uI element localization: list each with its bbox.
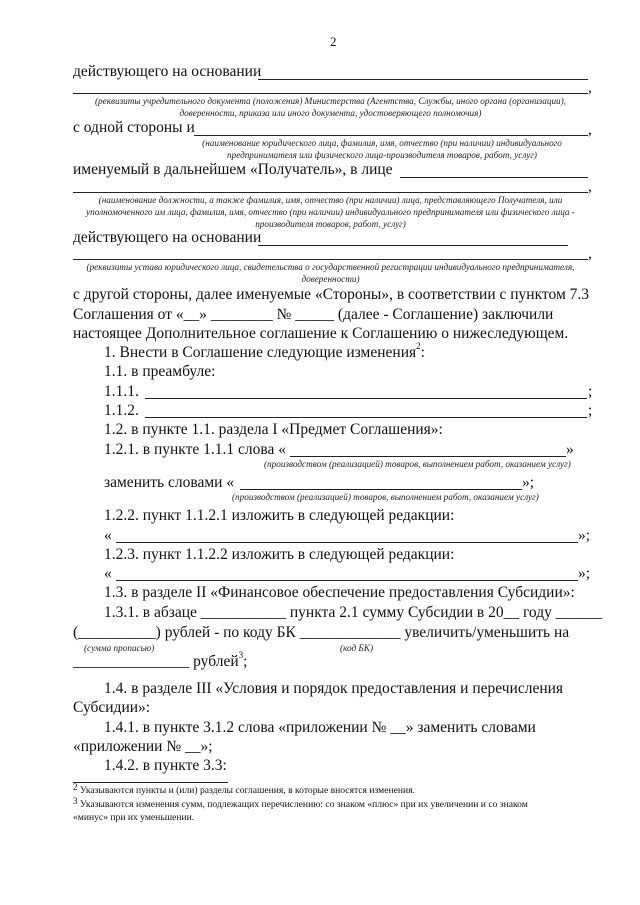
line-end: »; — [522, 474, 535, 491]
note-line: (реквизиты устава юридического лица, свидетельства о государственной регистрации индивидуального предпринимателя, — [86, 262, 575, 272]
item-1-3-1-end: _______________ рублей$^3$; — [73, 650, 248, 670]
note-line: доверенности, приказа или иного документа, удостоверяющего полномочия) — [179, 108, 482, 118]
line-comma: , — [588, 178, 592, 195]
footnote-3: 3 Указываются изменения сумм, подлежащих перечислению: со знаком «плюс» при их увеличении и со знаком — [73, 796, 528, 810]
item-1-2-1: 1.2.1. в пункте 1.1.1 слова « — [104, 441, 286, 458]
footnote-3-cont: «минус» при их уменьшении. — [73, 812, 195, 823]
blank-line — [73, 259, 588, 260]
footnote-2: 2 Указываются пункты и (или) разделы соглашения, в которые вносятся изменения. — [73, 782, 415, 796]
blank-line — [116, 542, 578, 543]
blank-line — [258, 79, 588, 80]
blank-line — [400, 177, 588, 178]
note-sum: (сумма прописью) — [84, 643, 155, 653]
item-1-4-1-cont: «приложении № __»; — [73, 738, 213, 755]
paragraph-line: настоящее Дополнительное соглашение к Соглашению о нижеследующем. — [73, 325, 569, 342]
item-1-1-1: 1.1.1. — [104, 383, 139, 400]
note-line: (наименование должности, а также фамилия, имя, отчество (при наличии) лица, представляющего Получателя, или — [98, 195, 563, 205]
line-end: ; — [588, 383, 593, 400]
item-1-1: 1.1. в преамбуле: — [104, 363, 216, 380]
note-line: (производством (реализацией) товаров, выполнением работ, оказанием услуг) — [232, 492, 539, 502]
note-line: доверенности) — [301, 274, 360, 284]
page-number: 2 — [330, 34, 337, 49]
blank-line — [290, 456, 566, 457]
basis-label: действующего на основании — [73, 229, 262, 246]
item-1-4-1: 1.4.1. в пункте 3.1.2 слова «приложении № __» заменить словами — [104, 719, 536, 736]
recipient-label: именуемый в дальнейшем «Получатель», в лице — [73, 161, 393, 178]
item-1-2-3: 1.2.3. пункт 1.1.2.2 изложить в следующей редакции: — [104, 546, 455, 563]
line-comma: , — [588, 121, 592, 138]
blank-line — [145, 417, 587, 418]
note-line: (реквизиты учредительного документа (положения) Министерства (Агентства, Службы, иного органа (организации), — [94, 96, 566, 106]
item-1-1-2: 1.1.2. — [104, 402, 139, 419]
paragraph-line: с другой стороны, далее именуемые «Стороны», в соответствии с пунктом 7.3 — [73, 286, 590, 303]
blank-line — [116, 580, 578, 581]
line-comma: , — [588, 245, 592, 262]
line-start: « — [104, 527, 112, 544]
item-1: 1. Внести в Соглашение следующие изменения$^2$: — [104, 341, 425, 361]
blank-line — [258, 245, 568, 246]
item-1-3: 1.3. в разделе II «Финансовое обеспечение предоставления Субсидии»: — [104, 584, 575, 601]
line-end: »; — [578, 565, 591, 582]
line-end: ; — [588, 402, 593, 419]
item-1-3-1-cont: (__________) рублей - по коду БК _____________ увеличить/уменьшить на — [73, 624, 570, 641]
item-1-3-1: 1.3.1. в абзаце ___________ пункта 2.1 сумму Субсидии в 20__ году ______ — [104, 604, 603, 621]
blank-line — [240, 489, 522, 490]
note-line: (наименование юридического лица, фамилия, имя, отчество (при наличии) индивидуального — [202, 138, 562, 148]
footnote-separator — [73, 782, 228, 783]
note-line: производителя товаров, работ, услуг) — [255, 219, 406, 229]
blank-line — [73, 192, 588, 193]
note-line: уполномоченного им лица, фамилия, имя, отчество (при наличии) индивидуального предпринимателя или физического лица - — [86, 207, 575, 217]
item-1-2-2: 1.2.2. пункт 1.1.2.1 изложить в следующей редакции: — [104, 507, 455, 524]
party-label: с одной стороны и — [73, 119, 195, 136]
replace-label: заменить словами « — [104, 474, 235, 491]
note-line: (производством (реализацией) товаров, выполнением работ, оказанием услуг) — [264, 459, 571, 469]
item-1-4: 1.4. в разделе III «Условия и порядок предоставления и перечисления — [104, 680, 564, 697]
blank-line — [145, 398, 587, 399]
blank-line — [194, 135, 588, 136]
line-comma: , — [588, 79, 592, 96]
line-end: »; — [578, 527, 591, 544]
note-kbk: (код БК) — [340, 643, 374, 653]
note-line: предпринимателя или физического лица-производителя товаров, работ, услуг) — [227, 150, 537, 160]
item-1-4-cont: Субсидии»: — [73, 699, 151, 716]
line-end: » — [566, 441, 574, 458]
line-start: « — [104, 565, 112, 582]
basis-label: действующего на основании — [73, 63, 262, 80]
paragraph-line: Соглашения от «__» ________ № _____ (далее - Соглашение) заключили — [73, 306, 554, 323]
item-1-4-2: 1.4.2. в пункте 3.3: — [104, 757, 227, 774]
item-1-2: 1.2. в пункте 1.1. раздела I «Предмет Соглашения»: — [104, 421, 443, 438]
blank-line — [73, 93, 588, 94]
